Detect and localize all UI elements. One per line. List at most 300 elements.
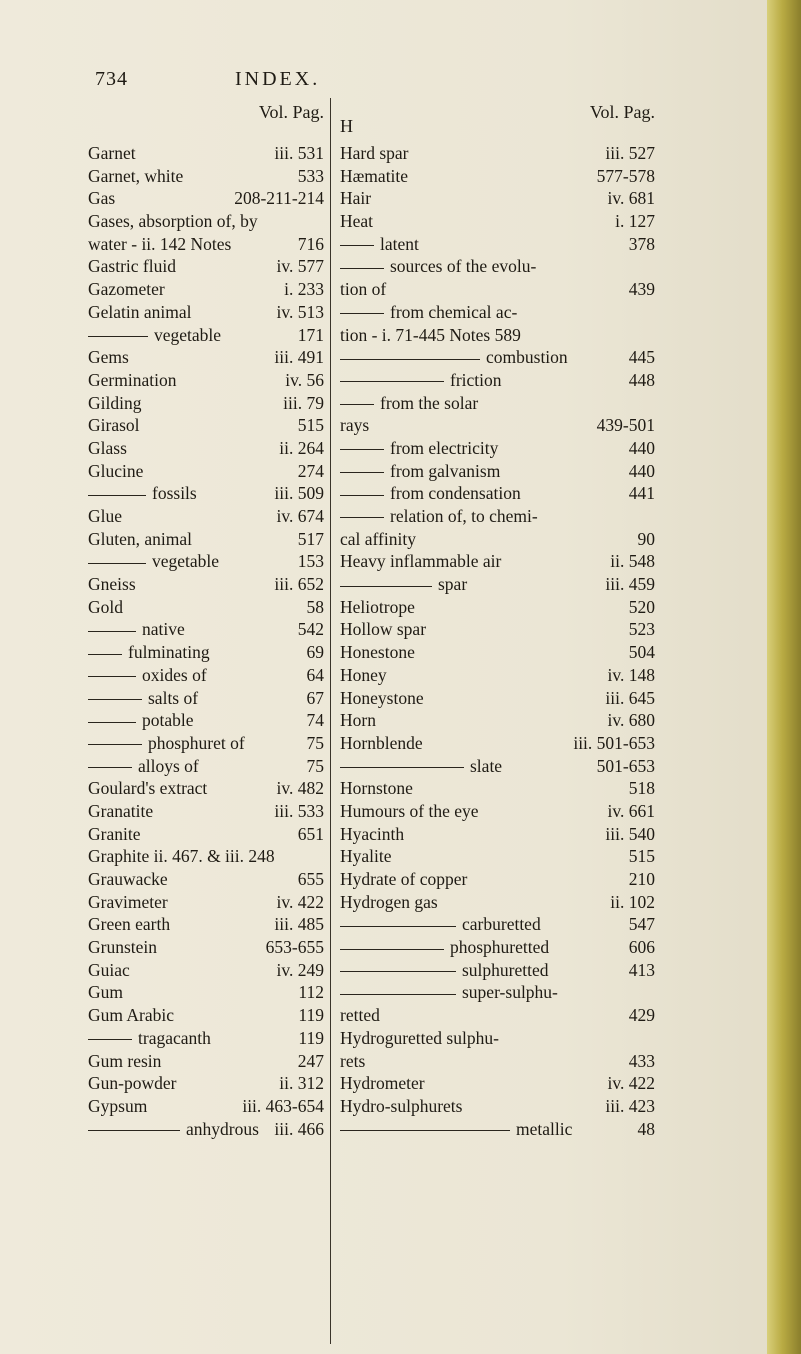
entry-reference: 501-653 bbox=[596, 755, 655, 776]
entry-text: Hydroguretted sulphu- bbox=[340, 1027, 499, 1048]
entry-text: Grauwacke bbox=[88, 869, 168, 889]
index-entry bbox=[88, 936, 324, 959]
entry-reference: 208-211-214 bbox=[234, 188, 324, 209]
entry-text: Glass bbox=[88, 437, 127, 458]
entry-text: Gilding bbox=[88, 392, 142, 413]
index-entry bbox=[340, 664, 655, 687]
entry-term bbox=[88, 392, 141, 415]
entry-text: oxides of bbox=[142, 664, 207, 685]
entry-text: fossils bbox=[152, 483, 197, 504]
entry-reference: 67 bbox=[306, 687, 324, 708]
entry-term bbox=[88, 1004, 174, 1027]
index-entry bbox=[88, 278, 324, 301]
ditto-dash bbox=[340, 495, 384, 496]
entry-text: from chemical ac- bbox=[390, 301, 518, 322]
entry-text: latent bbox=[380, 233, 419, 254]
entry-term bbox=[340, 936, 549, 959]
ditto-dash bbox=[340, 245, 374, 246]
index-entry bbox=[88, 1095, 324, 1118]
ditto-dash bbox=[340, 949, 444, 950]
ditto-dash bbox=[340, 381, 444, 382]
index-entry bbox=[340, 1072, 655, 1095]
entry-reference: 441 bbox=[628, 483, 655, 504]
index-entry bbox=[88, 573, 324, 596]
entry-reference: iv. 577 bbox=[276, 256, 324, 277]
entry-term bbox=[88, 1050, 161, 1073]
entry-text: Hydrogen gas bbox=[340, 891, 438, 912]
entry-term bbox=[340, 187, 371, 210]
entry-term bbox=[88, 1118, 259, 1141]
entry-reference: iv. 422 bbox=[276, 891, 324, 912]
entry-term bbox=[340, 301, 517, 324]
entry-reference: 533 bbox=[297, 165, 324, 186]
entry-term bbox=[340, 800, 479, 823]
index-entry bbox=[340, 346, 655, 369]
entry-reference: 515 bbox=[628, 846, 655, 867]
entry-text: combustion bbox=[486, 347, 568, 368]
entry-reference: 504 bbox=[628, 642, 655, 663]
entry-text: Glucine bbox=[88, 460, 144, 481]
index-entry bbox=[88, 596, 324, 619]
entry-text: Grunstein bbox=[88, 937, 158, 958]
entry-reference: 274 bbox=[297, 460, 324, 481]
entry-term bbox=[88, 777, 207, 800]
entry-reference: 58 bbox=[306, 596, 324, 617]
entry-reference: 119 bbox=[298, 1005, 324, 1026]
entry-term bbox=[88, 460, 143, 483]
ditto-dash bbox=[88, 631, 136, 632]
entry-text: Hornstone bbox=[340, 778, 413, 799]
entry-term bbox=[88, 482, 197, 505]
entry-text: Hornblende bbox=[340, 732, 423, 753]
entry-term bbox=[88, 369, 176, 392]
ditto-dash bbox=[88, 676, 136, 677]
entry-reference: iii. 463-654 bbox=[242, 1095, 324, 1116]
index-entry bbox=[88, 959, 324, 982]
entry-reference: iv. 422 bbox=[607, 1073, 655, 1094]
section-letter: H bbox=[340, 116, 353, 136]
entry-term bbox=[88, 210, 258, 233]
entry-term bbox=[88, 913, 170, 936]
entry-text: friction bbox=[450, 369, 502, 390]
entry-text: Hydrometer bbox=[340, 1073, 425, 1094]
index-entry bbox=[88, 369, 324, 392]
index-entry bbox=[88, 709, 324, 732]
entry-term bbox=[88, 891, 168, 914]
entry-text: from the solar bbox=[380, 392, 479, 413]
entry-text: Heliotrope bbox=[340, 596, 415, 617]
entry-reference: iii. 423 bbox=[605, 1095, 655, 1116]
entry-term bbox=[88, 618, 185, 641]
entry-reference: 445 bbox=[628, 347, 655, 368]
index-entry bbox=[340, 528, 655, 551]
entry-text: Girasol bbox=[88, 415, 140, 436]
entry-reference: iii. 509 bbox=[274, 483, 324, 504]
entry-term bbox=[340, 482, 521, 505]
index-entry bbox=[340, 936, 655, 959]
entry-term bbox=[88, 596, 123, 619]
entry-reference: 119 bbox=[298, 1027, 324, 1048]
entry-term bbox=[340, 505, 538, 528]
ditto-dash bbox=[340, 268, 384, 269]
entry-text: vegetable bbox=[152, 551, 220, 572]
entry-term bbox=[88, 868, 168, 891]
index-entry bbox=[340, 1004, 655, 1027]
ditto-dash bbox=[340, 1130, 510, 1131]
index-entry bbox=[88, 437, 324, 460]
index-entry bbox=[340, 369, 655, 392]
index-entry bbox=[340, 891, 655, 914]
entry-reference: iii. 491 bbox=[274, 347, 324, 368]
entry-reference: 64 bbox=[306, 664, 324, 685]
entry-term bbox=[340, 165, 408, 188]
entry-text: Hæmatite bbox=[340, 165, 409, 186]
index-entry bbox=[88, 618, 324, 641]
ditto-dash bbox=[340, 404, 374, 405]
left-column-heading bbox=[88, 102, 324, 142]
index-entry bbox=[88, 913, 324, 936]
entry-text: alloys of bbox=[138, 755, 199, 776]
entry-term bbox=[88, 505, 122, 528]
entry-text: Honey bbox=[340, 664, 387, 685]
entry-text: Goulard's extract bbox=[88, 778, 208, 799]
entry-text: Hydro-sulphurets bbox=[340, 1095, 463, 1116]
index-entry bbox=[88, 1004, 324, 1027]
entry-text: Guiac bbox=[88, 959, 130, 980]
index-entry bbox=[88, 460, 324, 483]
entry-term bbox=[340, 777, 413, 800]
entry-term bbox=[340, 709, 376, 732]
index-entry bbox=[88, 233, 324, 256]
index-entry bbox=[88, 800, 324, 823]
entry-reference: 520 bbox=[628, 596, 655, 617]
entry-reference: ii. 264 bbox=[279, 437, 324, 458]
entry-reference: iii. 540 bbox=[605, 823, 655, 844]
entry-reference: iii. 466 bbox=[274, 1118, 324, 1139]
entry-reference: 716 bbox=[297, 233, 324, 254]
entry-text: Hollow spar bbox=[340, 619, 427, 640]
entry-term bbox=[88, 528, 192, 551]
index-entry bbox=[340, 233, 655, 256]
entry-term bbox=[88, 709, 194, 732]
entry-term bbox=[88, 346, 129, 369]
entry-reference: 653-655 bbox=[265, 937, 324, 958]
entry-text: Honestone bbox=[340, 642, 415, 663]
index-entry bbox=[88, 414, 324, 437]
index-entry bbox=[340, 641, 655, 664]
entry-text: spar bbox=[438, 574, 468, 595]
index-entry bbox=[88, 392, 324, 415]
index-entry bbox=[88, 1027, 324, 1050]
entry-reference: iv. 148 bbox=[607, 664, 655, 685]
entry-text: carburetted bbox=[462, 914, 541, 935]
index-entry bbox=[88, 732, 324, 755]
entry-term bbox=[88, 1072, 176, 1095]
entry-text: Honeystone bbox=[340, 687, 424, 708]
index-entry bbox=[340, 618, 655, 641]
entry-reference: iv. 674 bbox=[276, 506, 324, 526]
index-entry bbox=[340, 437, 655, 460]
entry-term bbox=[340, 346, 568, 369]
entry-term bbox=[340, 981, 558, 1004]
entry-reference: 542 bbox=[297, 619, 324, 640]
index-entry bbox=[340, 981, 655, 1004]
entry-reference: 606 bbox=[628, 937, 655, 958]
entry-text: rets bbox=[340, 1050, 366, 1071]
entry-reference: 440 bbox=[628, 437, 655, 458]
index-entry bbox=[340, 414, 655, 437]
ditto-dash bbox=[88, 1039, 132, 1040]
entry-reference: 153 bbox=[297, 551, 324, 572]
index-entry bbox=[88, 823, 324, 846]
entry-text: Gypsum bbox=[88, 1095, 148, 1116]
index-entry bbox=[88, 550, 324, 573]
entry-term bbox=[88, 1095, 147, 1118]
index-entry bbox=[340, 959, 655, 982]
entry-term bbox=[88, 732, 245, 755]
entry-term bbox=[340, 210, 373, 233]
entry-term bbox=[340, 891, 438, 914]
index-entry bbox=[340, 482, 655, 505]
entry-term bbox=[88, 687, 198, 710]
entry-reference: 247 bbox=[297, 1050, 324, 1071]
entry-text: Gases, absorption of, by bbox=[88, 211, 258, 232]
entry-text: native bbox=[142, 619, 185, 640]
entry-text: Gun-powder bbox=[88, 1073, 177, 1094]
entry-reference: iii. 645 bbox=[605, 687, 655, 708]
ditto-dash bbox=[88, 699, 142, 700]
entry-reference: iii. 501-653 bbox=[573, 732, 655, 753]
entry-reference: i. 233 bbox=[284, 279, 324, 300]
ditto-dash bbox=[340, 586, 432, 587]
entry-term bbox=[340, 414, 369, 437]
entry-reference: 515 bbox=[297, 415, 324, 436]
entry-term bbox=[88, 573, 136, 596]
entry-term bbox=[88, 255, 176, 278]
entry-reference: iii. 527 bbox=[605, 143, 655, 163]
entry-term bbox=[340, 1072, 425, 1095]
index-entry bbox=[340, 1118, 655, 1141]
entry-text: Gum Arabic bbox=[88, 1005, 175, 1026]
index-entry bbox=[88, 210, 324, 233]
ditto-dash bbox=[340, 313, 384, 314]
index-entry bbox=[88, 664, 324, 687]
ditto-dash bbox=[88, 336, 148, 337]
entry-term bbox=[340, 959, 549, 982]
entry-text: Heat bbox=[340, 211, 374, 232]
entry-term bbox=[340, 823, 404, 846]
entry-text: Germination bbox=[88, 369, 177, 390]
entry-term bbox=[88, 981, 123, 1004]
index-entry bbox=[88, 346, 324, 369]
entry-reference: 577-578 bbox=[596, 165, 655, 186]
index-entry bbox=[340, 1095, 655, 1118]
index-entry bbox=[340, 460, 655, 483]
ditto-dash bbox=[88, 1130, 180, 1131]
entry-term bbox=[88, 936, 157, 959]
index-entry bbox=[340, 777, 655, 800]
entry-term bbox=[340, 1027, 499, 1050]
index-entry bbox=[88, 505, 324, 528]
index-entry bbox=[88, 777, 324, 800]
entry-reference: 518 bbox=[628, 778, 655, 799]
entry-reference: iv. 681 bbox=[607, 188, 655, 209]
entry-text: water - ii. 142 Notes bbox=[88, 233, 232, 254]
index-entry bbox=[340, 845, 655, 868]
entry-text: Hyacinth bbox=[340, 823, 405, 844]
page-edge bbox=[767, 0, 801, 1354]
entry-text: slate bbox=[470, 755, 503, 776]
entry-text: fulminating bbox=[128, 642, 210, 663]
page-title: INDEX. bbox=[235, 68, 321, 90]
entry-text: Gluten, animal bbox=[88, 528, 193, 549]
index-entry bbox=[340, 550, 655, 573]
entry-term bbox=[340, 596, 415, 619]
entry-term bbox=[88, 755, 199, 778]
entry-text: Gravimeter bbox=[88, 891, 168, 912]
entry-reference: 48 bbox=[637, 1118, 655, 1139]
index-entry bbox=[340, 732, 655, 755]
entry-text: sulphuretted bbox=[462, 959, 549, 980]
entry-text: Gastric fluid bbox=[88, 256, 176, 277]
entry-term bbox=[88, 233, 231, 256]
index-entry bbox=[340, 142, 655, 165]
ditto-dash bbox=[340, 517, 384, 518]
entry-text: potable bbox=[142, 710, 194, 731]
index-entry bbox=[340, 1050, 655, 1073]
entry-reference: i. 127 bbox=[615, 211, 655, 232]
entry-reference: iii. 652 bbox=[274, 574, 324, 595]
entry-term bbox=[340, 1095, 462, 1118]
entry-text: tion of bbox=[340, 279, 387, 300]
entry-text: Hydrate of copper bbox=[340, 869, 468, 889]
index-entry bbox=[88, 165, 324, 188]
entry-reference: 547 bbox=[628, 914, 655, 935]
column-divider bbox=[330, 98, 331, 1344]
entry-text: Gelatin animal bbox=[88, 301, 192, 322]
entry-text: Garnet bbox=[88, 143, 136, 163]
entry-term bbox=[340, 845, 392, 868]
entry-term bbox=[340, 732, 423, 755]
index-entry bbox=[88, 891, 324, 914]
left-entry-list bbox=[88, 142, 324, 1140]
entry-reference: iii. 485 bbox=[274, 914, 324, 935]
vol-pag-heading: Vol. Pag. bbox=[258, 102, 324, 122]
index-entry bbox=[340, 755, 655, 778]
entry-term bbox=[340, 755, 502, 778]
entry-reference: iv. 482 bbox=[276, 778, 324, 799]
index-entry bbox=[88, 687, 324, 710]
index-entry bbox=[340, 210, 655, 233]
entry-reference: 75 bbox=[306, 755, 324, 776]
ditto-dash bbox=[340, 767, 464, 768]
entry-reference: 112 bbox=[298, 982, 324, 1003]
entry-term bbox=[88, 823, 140, 846]
ditto-dash bbox=[340, 359, 480, 360]
entry-text: Hair bbox=[340, 188, 372, 209]
entry-reference: 74 bbox=[306, 710, 324, 731]
entry-reference: 448 bbox=[628, 369, 655, 390]
entry-reference: 523 bbox=[628, 619, 655, 640]
entry-term bbox=[340, 369, 502, 392]
entry-reference: ii. 548 bbox=[610, 551, 655, 572]
entry-term bbox=[340, 913, 541, 936]
entry-term bbox=[88, 324, 221, 347]
entry-reference: 439 bbox=[628, 279, 655, 300]
entry-text: salts of bbox=[148, 687, 199, 708]
ditto-dash bbox=[340, 472, 384, 473]
entry-text: cal affinity bbox=[340, 528, 416, 549]
entry-text: Granite bbox=[88, 823, 141, 844]
entry-text: tion - i. 71-445 Notes 589 bbox=[340, 324, 521, 345]
entry-term bbox=[340, 573, 467, 596]
ditto-dash bbox=[88, 495, 146, 496]
entry-term bbox=[88, 845, 275, 868]
entry-reference: iv. 513 bbox=[276, 301, 324, 322]
entry-text: Gems bbox=[88, 347, 129, 368]
entry-text: Humours of the eye bbox=[340, 800, 479, 821]
entry-term bbox=[340, 392, 478, 415]
entry-reference: 440 bbox=[628, 460, 655, 481]
index-entry bbox=[340, 913, 655, 936]
entry-reference: 429 bbox=[628, 1005, 655, 1026]
entry-term bbox=[88, 142, 136, 165]
index-entry bbox=[88, 868, 324, 891]
entry-text: metallic bbox=[516, 1118, 573, 1139]
index-entry bbox=[340, 324, 655, 347]
entry-text: Heavy inflammable air bbox=[340, 551, 502, 572]
index-entry bbox=[88, 482, 324, 505]
entry-reference: 651 bbox=[297, 823, 324, 844]
entry-text: Graphite ii. 467. & iii. 248 bbox=[88, 846, 275, 867]
ditto-dash bbox=[88, 563, 146, 564]
entry-text: Horn bbox=[340, 710, 376, 731]
entry-reference: iii. 459 bbox=[605, 574, 655, 595]
entry-reference: 413 bbox=[628, 959, 655, 980]
entry-text: Hyalite bbox=[340, 846, 392, 867]
entry-text: from electricity bbox=[390, 437, 499, 458]
entry-text: Gneiss bbox=[88, 574, 136, 595]
index-entry bbox=[88, 528, 324, 551]
entry-text: Gas bbox=[88, 188, 116, 209]
index-entry bbox=[340, 278, 655, 301]
index-entry bbox=[340, 823, 655, 846]
index-entry bbox=[340, 301, 655, 324]
index-entry bbox=[340, 392, 655, 415]
entry-reference: 439-501 bbox=[596, 415, 655, 436]
entry-term bbox=[340, 618, 426, 641]
ditto-dash bbox=[88, 744, 142, 745]
entry-term bbox=[340, 664, 387, 687]
entry-term bbox=[88, 664, 207, 687]
entry-term bbox=[88, 414, 140, 437]
entry-text: from condensation bbox=[390, 483, 521, 504]
entry-term bbox=[340, 550, 501, 573]
index-entry bbox=[88, 324, 324, 347]
entry-text: relation of, to chemi- bbox=[390, 506, 538, 526]
entry-reference: iv. 661 bbox=[607, 800, 655, 821]
entry-term bbox=[88, 187, 115, 210]
entry-text: phosphuretted bbox=[450, 937, 550, 958]
ditto-dash bbox=[340, 971, 456, 972]
index-entry bbox=[88, 301, 324, 324]
entry-text: Hard spar bbox=[340, 143, 409, 163]
index-entry bbox=[88, 1050, 324, 1073]
entry-text: Gazometer bbox=[88, 279, 165, 300]
entry-text: sources of the evolu- bbox=[390, 256, 537, 277]
ditto-dash bbox=[88, 654, 122, 655]
entry-reference: iii. 531 bbox=[274, 143, 324, 163]
